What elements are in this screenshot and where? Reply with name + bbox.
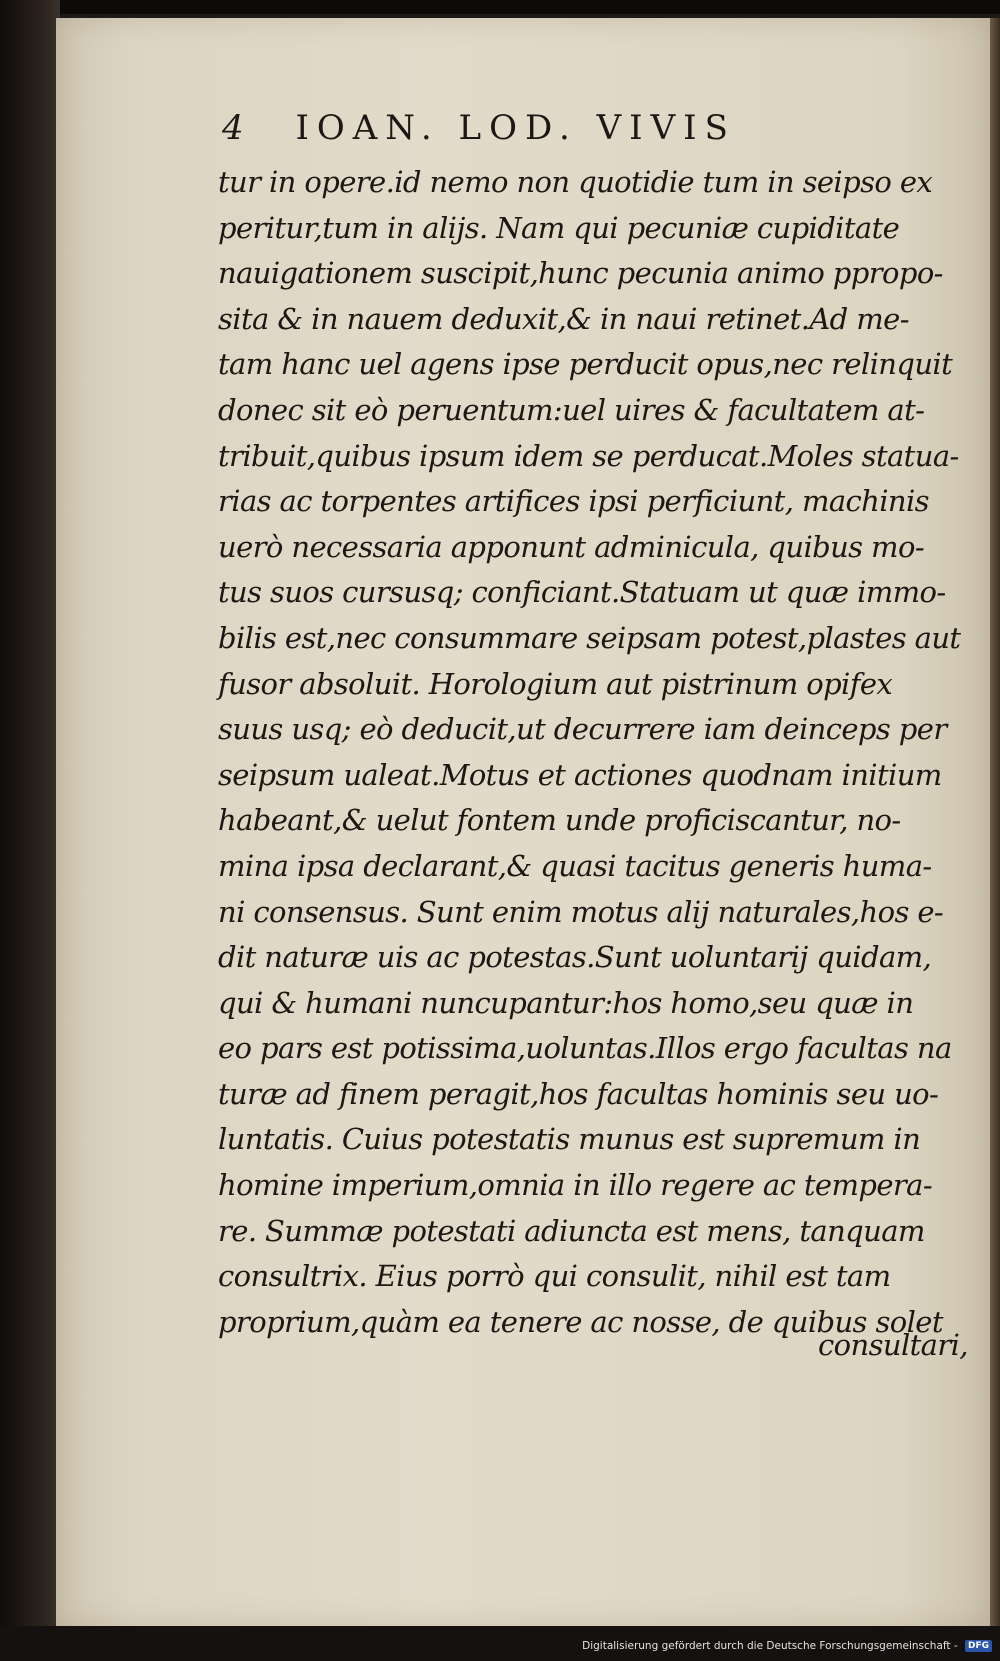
dfg-logo-icon: DFG [965, 1640, 992, 1652]
catchword: consultari, [818, 1328, 968, 1362]
credit-text: Digitalisierung gefördert durch die Deutsche Forschungsgemeinschaft - [582, 1640, 958, 1652]
text-line: habeant,& uelut fontem unde proficiscantur, no- [218, 803, 901, 838]
text-line: seipsum ualeat.Motus et actiones quodnam initium [218, 757, 942, 792]
digitization-credit [582, 1640, 992, 1652]
text-line: turæ ad finem peragit,hos facultas hominis seu uo- [218, 1076, 939, 1111]
book-spine-shadow [0, 0, 60, 1661]
text-line: sita & in nauem deduxit,& in naui retinet.Ad me- [218, 301, 909, 336]
text-line: consultrix. Eius porrò qui consulit, nihil est tam [218, 1259, 891, 1294]
page-number: 4 [222, 108, 244, 148]
text-line: rias ac torpentes artifices ipsi perficiunt, machinis [218, 484, 929, 519]
text-line: qui & humani nuncupantur:hos homo,seu quæ in [218, 985, 914, 1020]
text-line: nauigationem suscipit,hunc pecunia animo ppropo- [218, 256, 943, 291]
text-line: donec sit eò peruentum:uel uires & facultatem at- [218, 392, 925, 427]
text-line: proprium,quàm ea tenere ac nosse, de quibus solet [218, 1304, 943, 1339]
text-line: tam hanc uel agens ipse perducit opus,nec relinquit [218, 347, 953, 382]
text-line: dit naturæ uis ac potestas.Sunt uoluntarij quidam, [218, 940, 932, 975]
text-line: fusor absoluit. Horologium aut pistrinum opifex [218, 666, 893, 701]
scan-top-edge [0, 0, 1000, 14]
text-line: tur in opere.id nemo non quotidie tum in seipso ex [218, 165, 933, 199]
text-line: suus usq; eò deducit,ut decurrere iam deinceps per [218, 712, 947, 747]
text-line: ni consensus. Sunt enim motus alij naturales,hos e- [218, 894, 944, 929]
text-line: homine imperium,omnia in illo regere ac tempera- [218, 1168, 933, 1203]
text-line: mina ipsa declarant,& quasi tacitus generis huma- [218, 848, 932, 883]
text-line: tus suos cursusq; conficiant.Statuam ut quæ immo- [218, 575, 946, 610]
text-line: eo pars est potissima,uoluntas.Illos ergo facultas na [218, 1031, 952, 1066]
body-text [218, 160, 988, 1345]
text-line: tribuit,quibus ipsum idem se perducat.Moles statua- [218, 438, 959, 473]
text-line: peritur,tum in alijs. Nam qui pecuniæ cupiditate [218, 210, 900, 245]
running-title: IOAN. LOD. VIVIS [295, 108, 736, 148]
text-line: bilis est,nec consummare seipsam potest,plastes aut [218, 620, 961, 655]
page-fore-edge [990, 18, 1000, 1626]
text-line: re. Summæ potestati adiuncta est mens, tanquam [218, 1213, 925, 1248]
text-line: luntatis. Cuius potestatis munus est supremum in [218, 1122, 921, 1157]
text-line: uerò necessaria apponunt adminicula, quibus mo- [218, 529, 925, 564]
running-header [222, 108, 922, 148]
